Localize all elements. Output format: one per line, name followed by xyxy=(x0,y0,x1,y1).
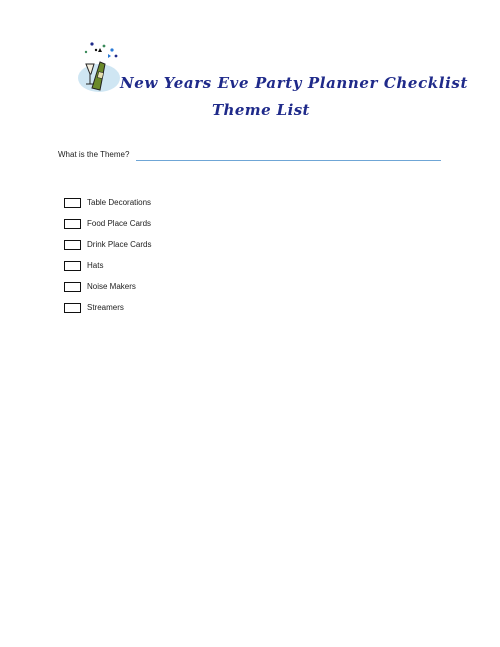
checklist-item xyxy=(64,255,151,276)
document-title: New Years Eve Party Planner Checklist xyxy=(120,74,468,92)
theme-question-label: What is the Theme? xyxy=(58,150,130,159)
checklist-item xyxy=(64,234,151,255)
checklist-item-label: Food Place Cards xyxy=(87,219,152,228)
checklist-item-label: Drink Place Cards xyxy=(87,240,152,249)
theme-checklist xyxy=(64,192,151,318)
checkbox[interactable] xyxy=(64,303,81,313)
document-subtitle: Theme List xyxy=(212,101,310,119)
checklist-item-label: Hats xyxy=(87,261,104,270)
champagne-celebration-icon xyxy=(76,40,122,96)
checklist-item-label: Table Decorations xyxy=(87,198,152,207)
theme-answer-field[interactable] xyxy=(136,160,441,161)
checklist-item xyxy=(64,297,151,318)
checkbox[interactable] xyxy=(64,282,81,292)
checklist-item xyxy=(64,276,151,297)
checkbox[interactable] xyxy=(64,219,81,229)
checklist-item-label: Streamers xyxy=(87,303,124,312)
checklist-item xyxy=(64,213,151,234)
checkbox[interactable] xyxy=(64,198,81,208)
checkbox[interactable] xyxy=(64,261,81,271)
checkbox[interactable] xyxy=(64,240,81,250)
checklist-item-label: Noise Makers xyxy=(87,282,136,291)
checklist-item xyxy=(64,192,151,213)
